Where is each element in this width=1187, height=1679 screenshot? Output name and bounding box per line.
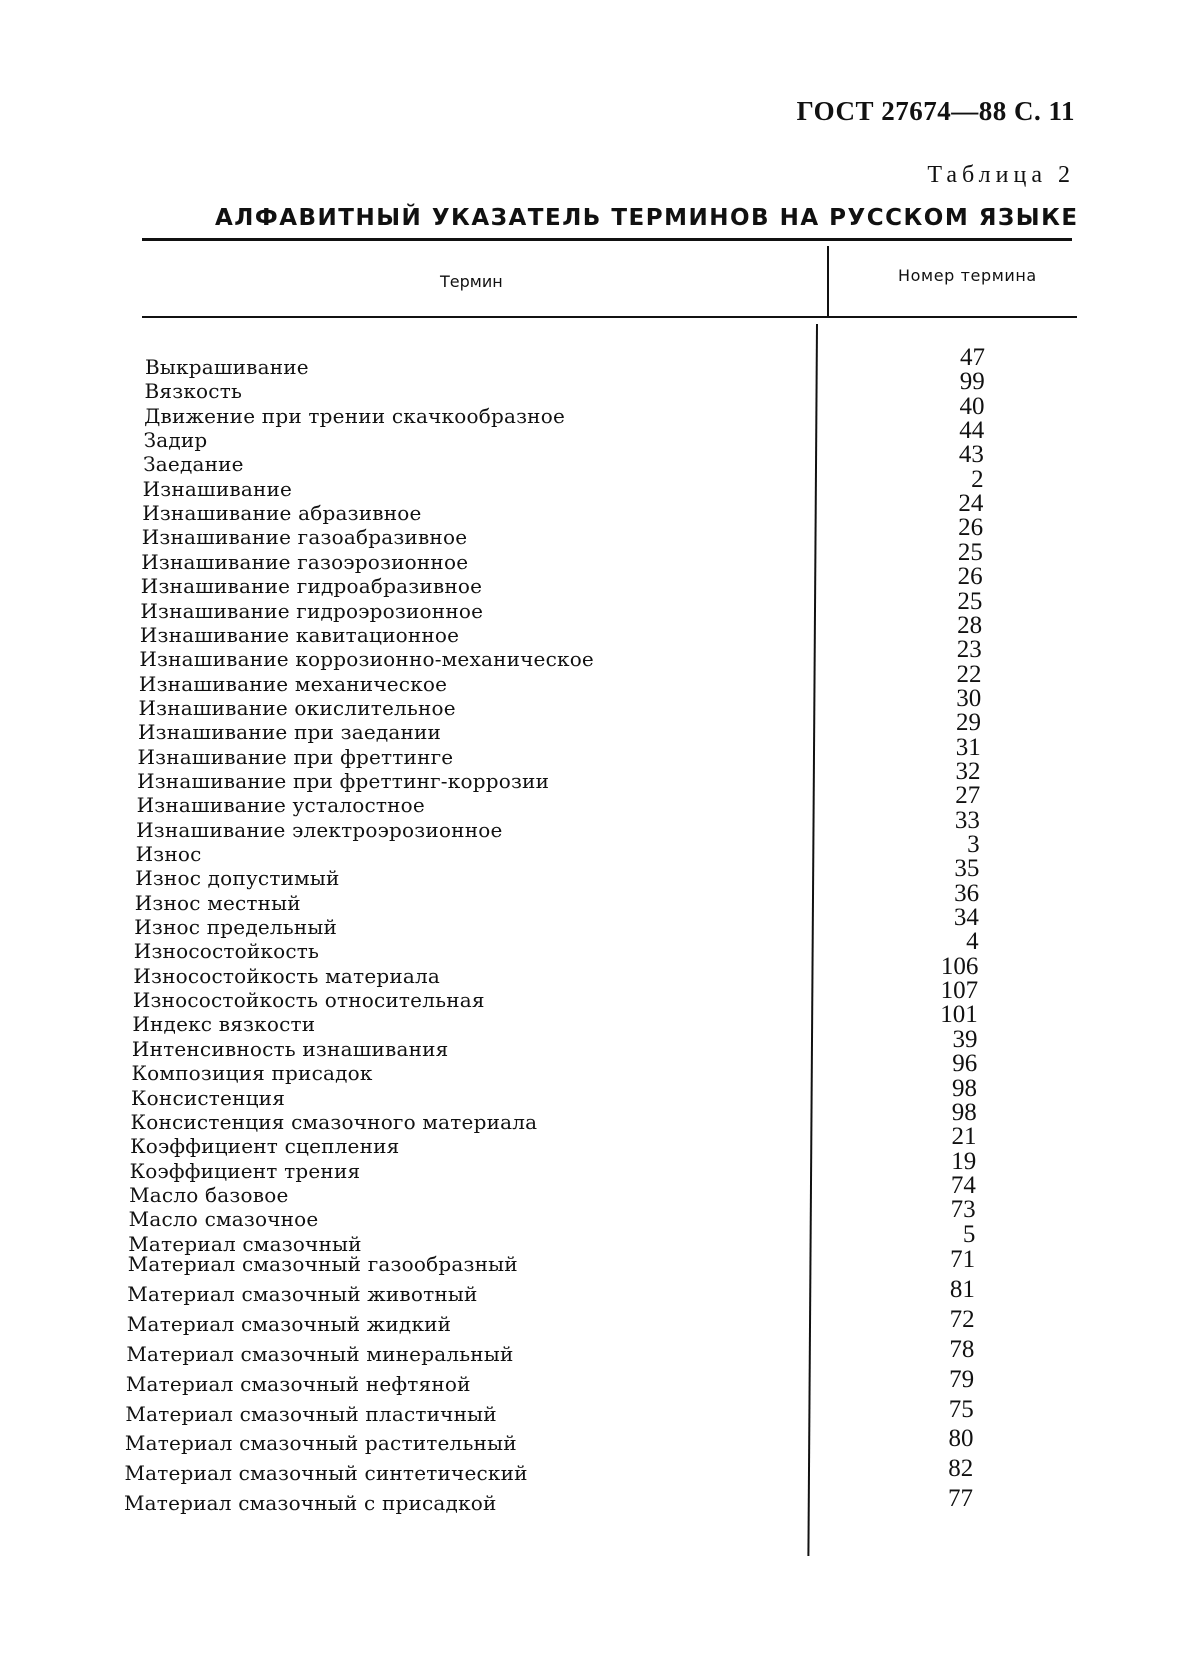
term-number: 35 [954, 855, 980, 883]
index-term: Изнашивание кавитационное [139, 622, 460, 647]
term-number: 27 [955, 782, 981, 810]
term-number: 2 [971, 465, 984, 493]
index-term: Масло смазочное [128, 1207, 319, 1232]
term-number: 25 [957, 587, 983, 615]
index-term: Материал смазочный [128, 1231, 362, 1256]
index-term: Изнашивание абразивное [142, 501, 422, 526]
term-number: 47 [960, 344, 985, 371]
table-label: Таблица 2 [927, 162, 1075, 188]
index-term: Износостойкость материала [133, 963, 441, 988]
index-term: Индекс вязкости [132, 1012, 316, 1037]
index-term: Материал смазочный нефтяной [125, 1371, 471, 1396]
index-term: Консистенция смазочного материала [130, 1109, 538, 1134]
index-term: Изнашивание усталостное [136, 793, 425, 818]
term-number: 22 [956, 660, 982, 688]
index-term: Изнашивание при фреттинге [137, 744, 454, 769]
term-number: 98 [952, 1074, 977, 1102]
term-number: 71 [950, 1246, 976, 1273]
index-term: Износ местный [134, 890, 301, 915]
index-term: Износ допустимый [135, 866, 340, 891]
term-number: 81 [949, 1275, 975, 1303]
term-number: 96 [952, 1050, 978, 1078]
index-term: Изнашивание при заедании [138, 720, 442, 745]
term-number: 23 [956, 636, 982, 664]
term-number: 28 [957, 611, 983, 639]
term-number: 33 [954, 806, 980, 834]
term-number: 26 [957, 563, 983, 591]
term-number: 40 [959, 392, 985, 420]
term-number: 31 [955, 733, 981, 761]
index-term: Изнашивание газоабразивное [141, 525, 468, 550]
term-number: 36 [954, 879, 980, 907]
term-number: 107 [940, 977, 979, 1005]
index-term: Вязкость [144, 379, 243, 404]
term-number: 106 [940, 952, 979, 980]
index-term: Изнашивание гидроабразивное [140, 574, 483, 599]
term-number: 75 [948, 1395, 974, 1423]
index-term: Коэффициент сцепления [130, 1134, 400, 1159]
index-term: Изнашивание газоэрозионное [141, 549, 469, 574]
column-header-number: Номер термина [898, 266, 1037, 285]
index-term: Изнашивание при фреттинг-коррозии [137, 768, 550, 793]
term-number: 19 [951, 1147, 977, 1175]
index-term: Материал смазочный газообразный [127, 1252, 518, 1276]
term-number: 43 [958, 441, 984, 469]
term-number: 77 [948, 1485, 973, 1513]
index-term: Материал смазочный синтетический [124, 1461, 528, 1486]
term-number: 82 [948, 1455, 974, 1483]
index-term: Масло базовое [129, 1182, 289, 1207]
index-term: Материал смазочный жидкий [126, 1311, 452, 1336]
term-number: 39 [952, 1025, 978, 1053]
term-number: 74 [950, 1171, 976, 1199]
term-number: 32 [955, 757, 981, 785]
index-term: Износостойкость относительная [132, 988, 485, 1013]
index-term: Изнашивание механическое [138, 671, 448, 696]
term-number: 29 [956, 709, 981, 737]
term-number: 73 [950, 1196, 976, 1224]
index-term: Износостойкость [133, 939, 320, 964]
index-term: Консистенция [131, 1085, 286, 1110]
term-number: 3 [967, 831, 980, 858]
page-title: АЛФАВИТНЫЙ УКАЗАТЕЛЬ ТЕРМИНОВ НА РУССКОМ ЯЗЫКЕ [215, 205, 1079, 231]
term-number: 101 [940, 1001, 978, 1029]
index-term: Изнашивание [142, 476, 293, 501]
term-number: 80 [948, 1425, 974, 1453]
term-number: 25 [957, 538, 983, 566]
index-term: Изнашивание окислительное [138, 695, 456, 720]
index-term: Коэффициент трения [129, 1158, 361, 1183]
index-term: Изнашивание коррозионно-механическое [139, 647, 594, 672]
index-term: Задир [143, 428, 208, 453]
index-term: Композиция присадок [131, 1061, 373, 1086]
index-term: Выкрашивание [145, 355, 309, 379]
index-term: Изнашивание электроэрозионное [136, 817, 503, 842]
index-term: Материал смазочный растительный [124, 1431, 517, 1456]
term-number: 4 [966, 928, 979, 956]
index-term: Материал смазочный пластичный [125, 1401, 497, 1426]
index-term: Износ [135, 842, 202, 866]
index-term: Заедание [143, 452, 244, 477]
index-term: Материал смазочный с присадкой [124, 1491, 497, 1516]
index-term: Материал смазочный животный [127, 1281, 478, 1306]
index-term: Материал смазочный минеральный [126, 1341, 514, 1366]
term-number: 30 [956, 684, 982, 712]
term-number: 44 [959, 417, 985, 445]
index-term: Движение при трении скачкообразное [144, 403, 565, 428]
term-number: 98 [951, 1098, 977, 1126]
term-number: 24 [958, 490, 984, 518]
column-header-term: Термин [440, 272, 503, 291]
term-number: 78 [949, 1335, 975, 1363]
term-number: 72 [949, 1305, 975, 1333]
index-term: Интенсивность изнашивания [131, 1036, 449, 1061]
term-number: 21 [951, 1123, 977, 1151]
term-number: 34 [953, 904, 979, 932]
term-number: 99 [959, 368, 985, 396]
term-number: 5 [962, 1220, 976, 1248]
index-term: Изнашивание гидроэрозионное [140, 598, 484, 623]
term-number: 79 [949, 1365, 975, 1393]
document-code: ГОСТ 27674—88 С. 11 [796, 96, 1075, 126]
index-term: Износ предельный [134, 915, 338, 940]
term-number: 26 [958, 514, 984, 542]
